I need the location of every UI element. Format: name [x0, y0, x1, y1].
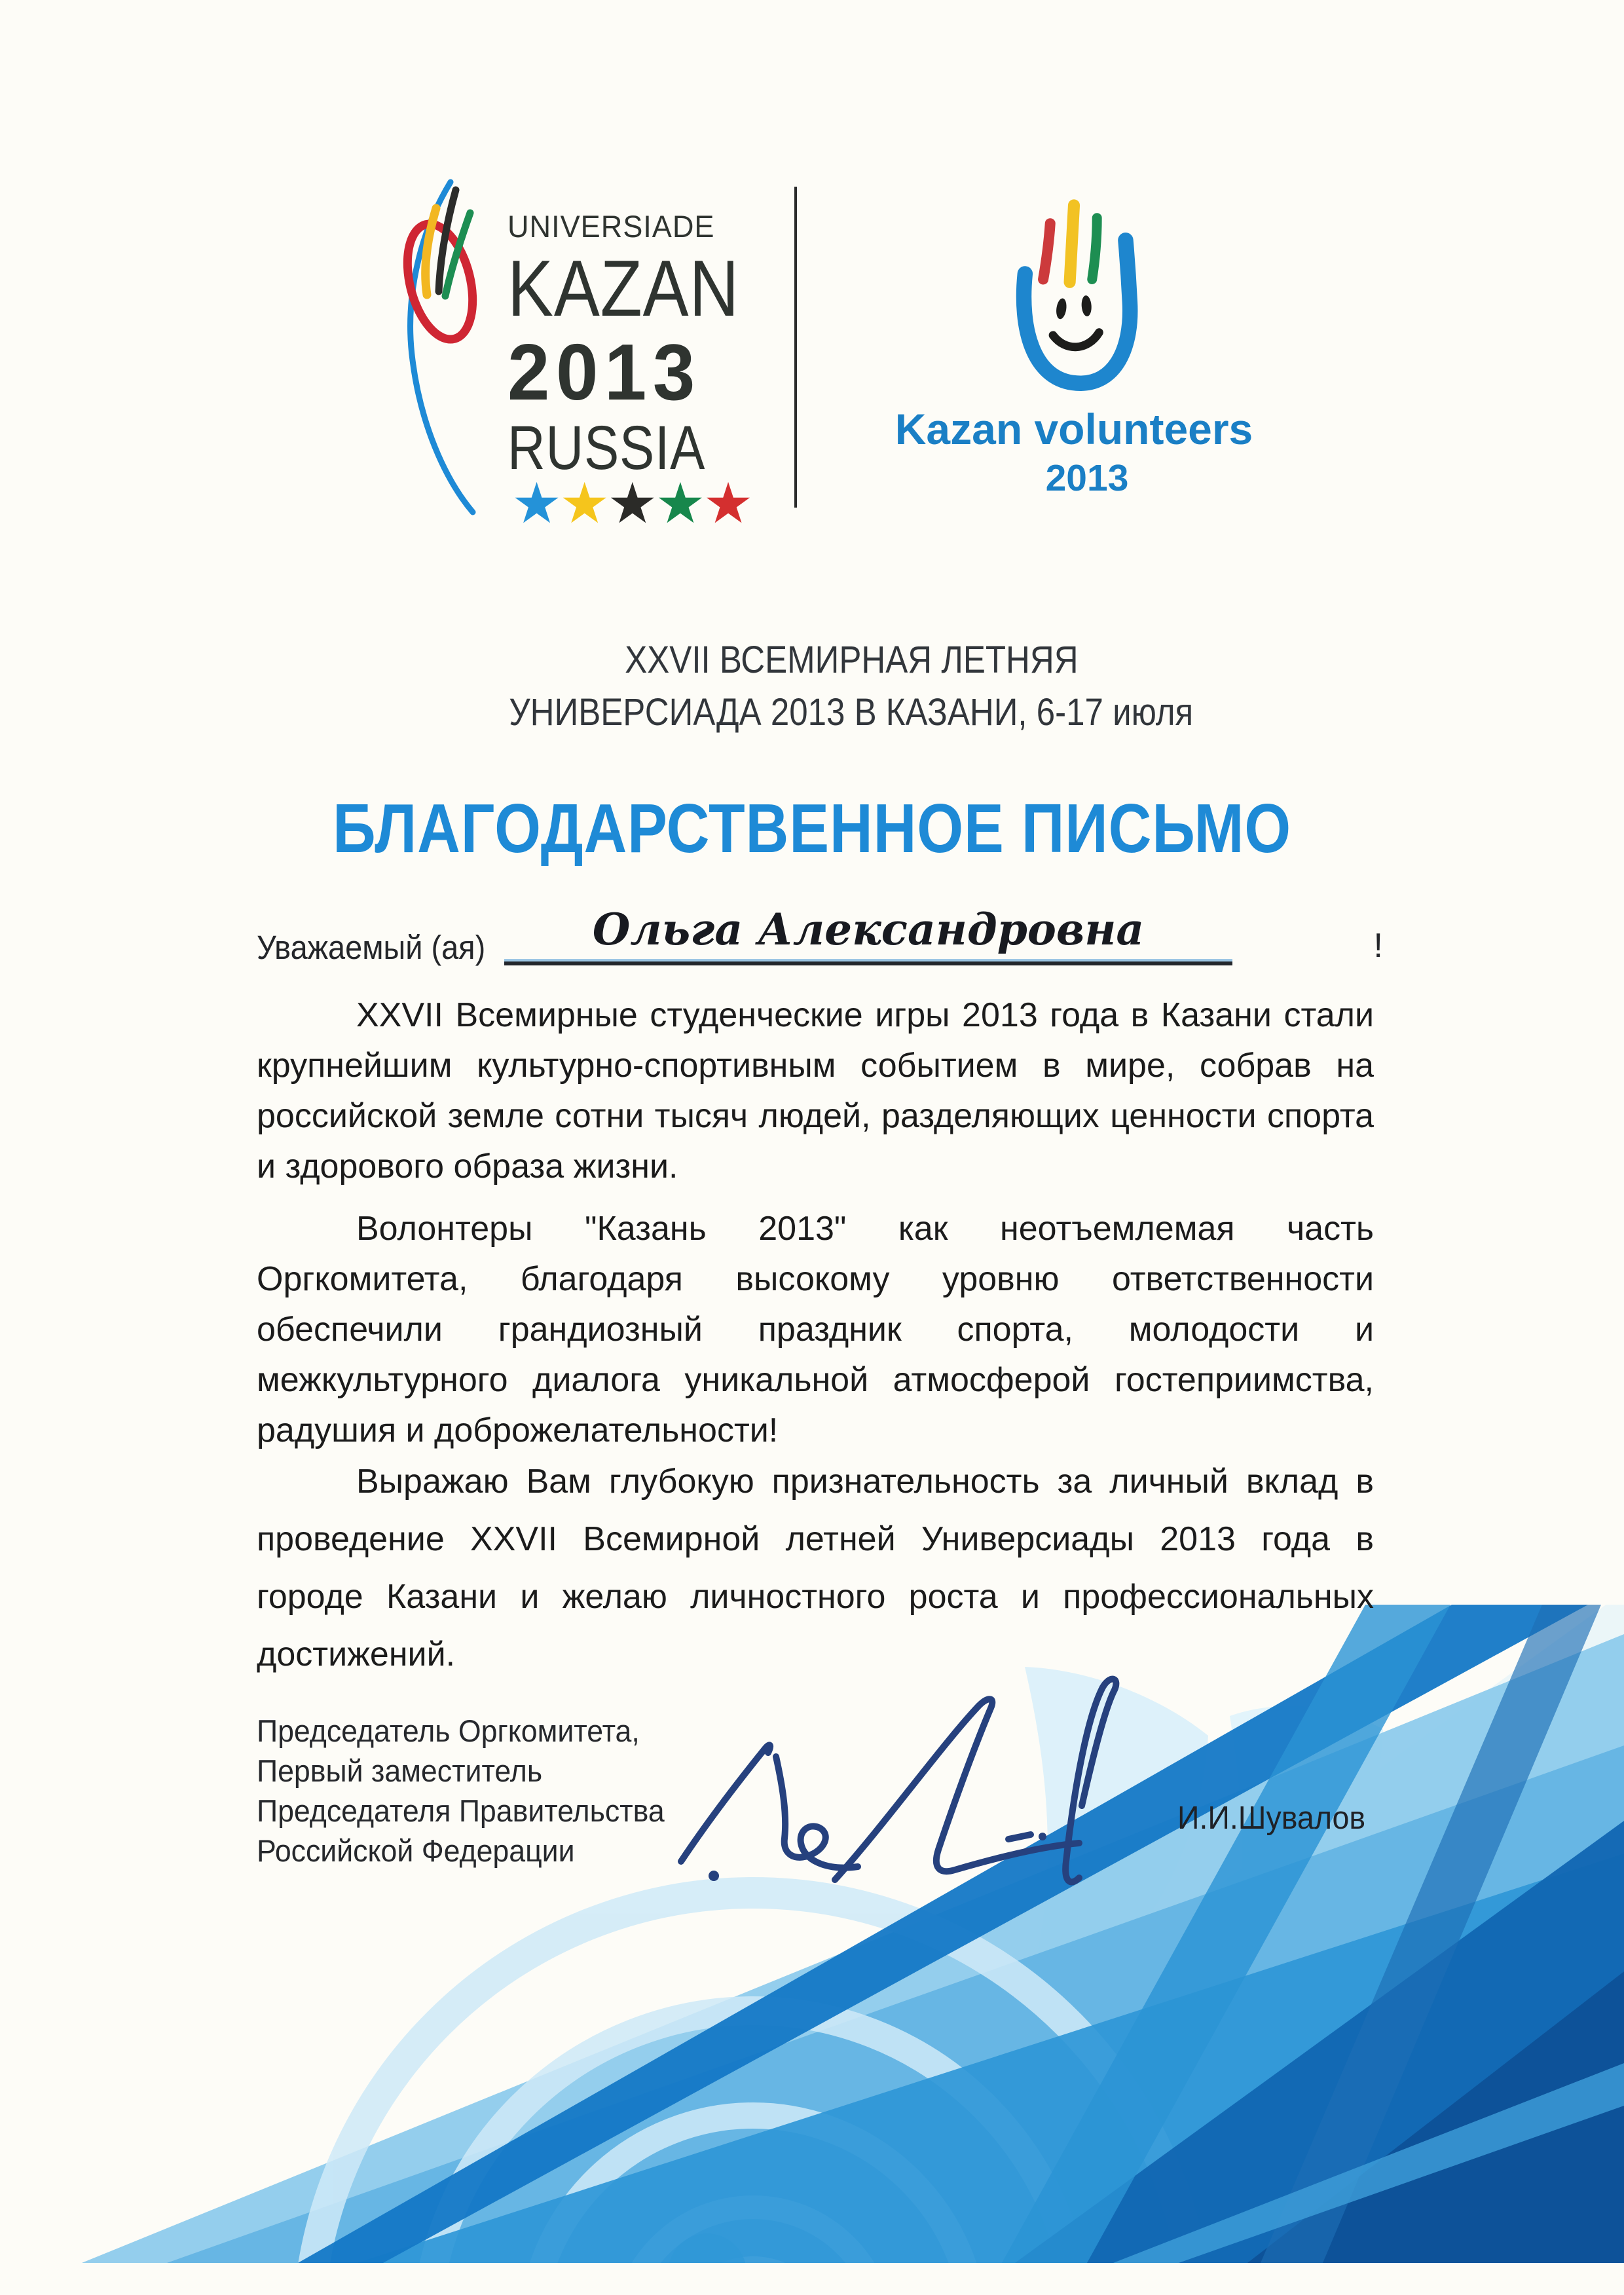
logo-divider	[794, 187, 797, 508]
universiade-star: ★	[703, 472, 754, 535]
handwritten-signature	[642, 1645, 1139, 1894]
salutation-exclamation: !	[1373, 927, 1383, 965]
volunteers-hand-icon	[982, 190, 1166, 400]
header-line1: XXVII ВСЕМИРНАЯ ЛЕТНЯЯ	[624, 639, 1079, 681]
signer-name: И.И.Шувалов	[1177, 1801, 1366, 1836]
universiade-wordmark-line2: KAZAN	[507, 244, 740, 333]
header-line2: УНИВЕРСИАДА 2013 В КАЗАНИ, 6-17 июля	[509, 691, 1194, 734]
universiade-emblem-icon	[393, 177, 498, 524]
salutation-label: Уважаемый (ая)	[257, 929, 486, 966]
recipient-name: Ольга Александровна	[592, 904, 1145, 955]
universiade-wordmark-line1: UNIVERSIADE	[507, 209, 715, 244]
signer-position-line2: Первый заместитель	[257, 1753, 543, 1788]
universiade-stars	[511, 472, 754, 535]
document-title-text: БЛАГОДАРСТВЕННОЕ ПИСЬМО	[333, 790, 1291, 867]
recipient-name-line	[504, 901, 1232, 965]
universiade-logo	[393, 172, 754, 535]
universiade-wordmark	[507, 209, 754, 535]
body-paragraph-3: Выражаю Вам глубокую признательность за личный вклад в проведение XXVII Всемирной летней Универсиады 2013 года в городе Казани и желаю личностного роста и профессиональных достижений.	[257, 1463, 1374, 1673]
kazan-volunteers-logo	[858, 190, 1290, 517]
signer-position-block	[257, 1711, 686, 1871]
universiade-star: ★	[607, 472, 658, 535]
universiade-star: ★	[655, 472, 706, 535]
volunteers-wordmark: Kazan volunteers	[895, 405, 1253, 453]
universiade-wordmark-line4: RUSSIA	[507, 413, 706, 483]
volunteers-year: 2013	[1045, 457, 1129, 499]
body-paragraph-2: Волонтеры "Казань 2013" как неотъемлемая часть Оргкомитета, благодаря высокому уровню ответственности обеспечили грандиозный праздник спорта, молодости и межкультурного диалога уникальной атмосферой гостеприимства, радушия и доброжелательности!	[257, 1210, 1374, 1449]
body-paragraph-1: XXVII Всемирные студенческие игры 2013 года в Казани стали крупнейшим культурно-спортивным событием в мире, собрав на российской земле сотни тысяч людей, разделяющих ценности спорта и здорового образа жизни.	[257, 996, 1374, 1185]
document-header	[39, 634, 1624, 739]
universiade-star: ★	[511, 472, 563, 535]
signer-position-line4: Российской Федерации	[257, 1833, 575, 1868]
salutation-row	[257, 899, 1383, 971]
signer-position-line3: Председателя Правительства	[257, 1793, 665, 1828]
document-title	[0, 789, 1624, 868]
universiade-star: ★	[559, 472, 610, 535]
universiade-wordmark-line3: 2013	[507, 327, 701, 417]
signer-position-line1: Председатель Оргкомитета,	[257, 1713, 640, 1748]
